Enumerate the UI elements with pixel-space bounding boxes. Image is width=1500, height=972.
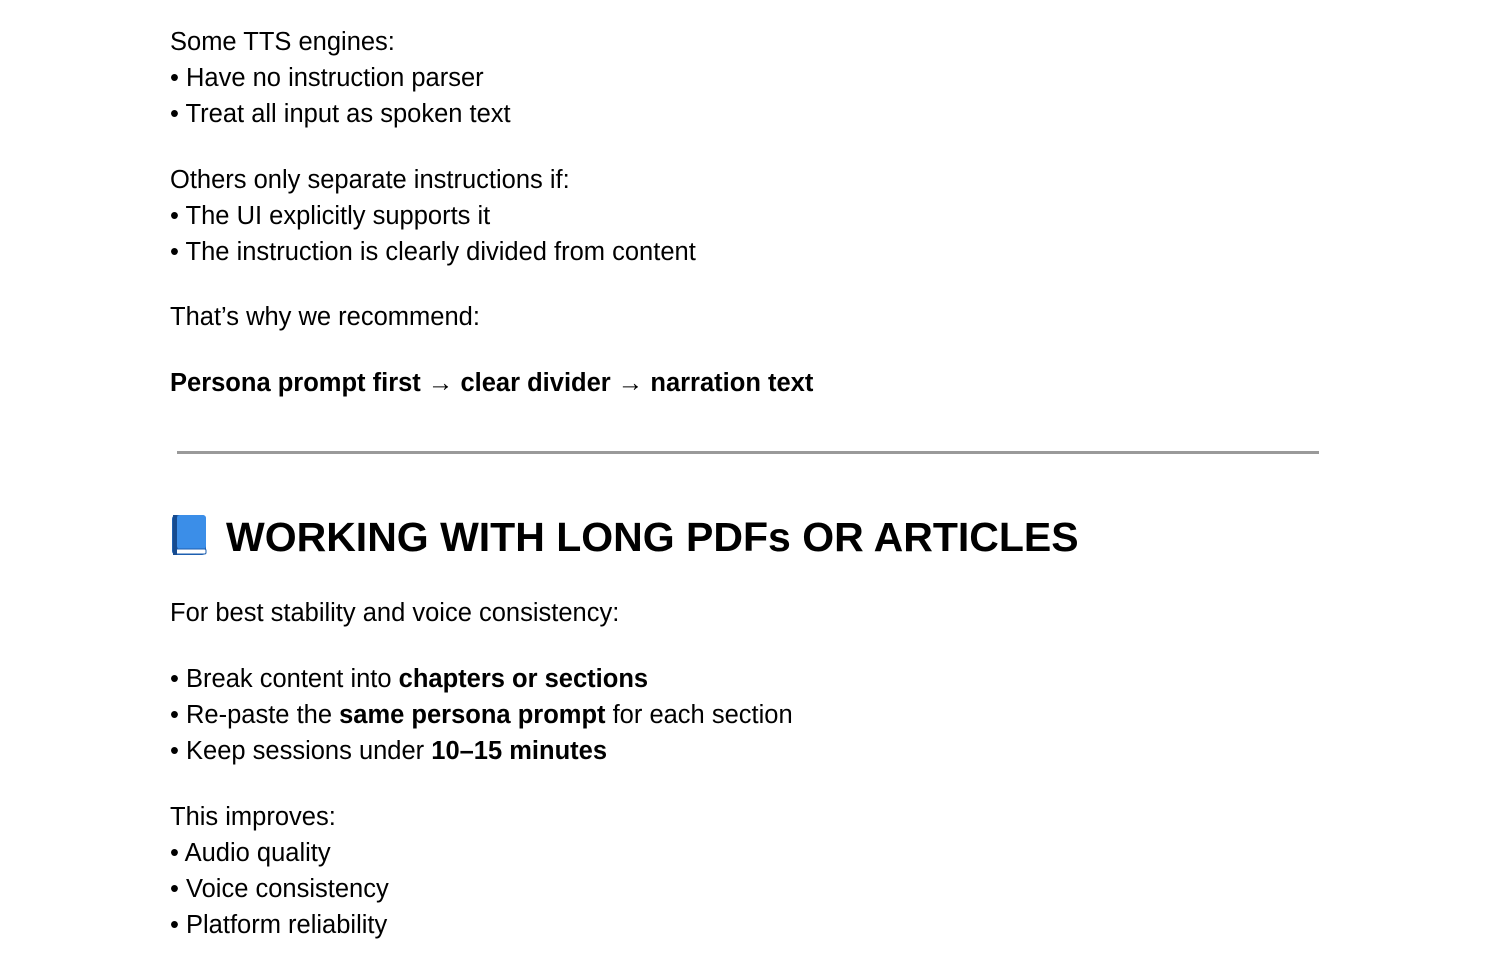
list-item: • The UI explicitly supports it <box>170 202 491 230</box>
list-item: • Treat all input as spoken text <box>170 100 511 128</box>
list-item: • The instruction is clearly divided from content <box>170 238 696 266</box>
tts-engines-intro: Some TTS engines: <box>170 28 395 56</box>
list-item: • Keep sessions under 10–15 minutes <box>170 737 608 765</box>
list-item: • Have no instruction parser <box>170 64 484 92</box>
list-item: • Break content into chapters or sections <box>170 665 649 693</box>
section-heading <box>170 512 1079 562</box>
list-item: • Audio quality <box>170 839 331 867</box>
improves-intro: This improves: <box>170 803 336 831</box>
section-divider <box>177 451 1319 454</box>
recommend-flow: Persona prompt first → clear divider → narration text <box>170 369 814 397</box>
list-item: • Re-paste the same persona prompt for each section <box>170 701 793 729</box>
recommend-intro: That’s why we recommend: <box>170 303 480 331</box>
list-item: • Voice consistency <box>170 875 389 903</box>
section-heading-text: WORKING WITH LONG PDFs OR ARTICLES <box>226 514 1079 560</box>
blue-book-icon <box>170 513 210 557</box>
stability-intro: For best stability and voice consistency: <box>170 599 620 627</box>
list-item: • Platform reliability <box>170 911 388 939</box>
others-intro: Others only separate instructions if: <box>170 166 570 194</box>
